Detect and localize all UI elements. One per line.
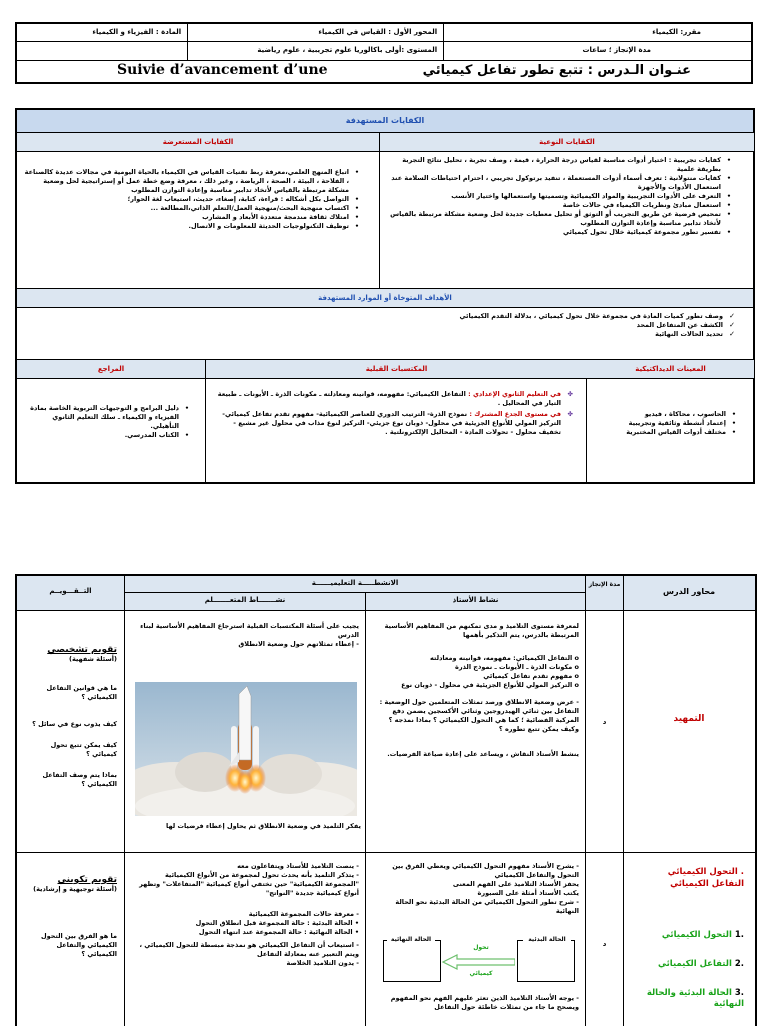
list-item: o مفهوم تقدم تفاعل كيميائي [483, 672, 579, 680]
list-item: ✓ تحديد الحالات النهائية [317, 330, 723, 339]
list-item: كيف يذوب نوع في سائل ؟ [32, 720, 117, 728]
duration-transformation: د [602, 940, 607, 948]
learner-transformation: - ينصت التلاميذ للأستاذ ويتفاعلون معه - يتذكر التلميذ بأنه يحدث تحول لمجموعة من الأنواع الكيميائية "المجموعة الكيميائية" حين تختفي أنواع كيميائية "المتفاعلات" وتظهر أنواع كيميائية جديدة "النواتج" - معرفة حالات المجموعة الكيميائية • الحالة البدئية : حالة المجموعة قبل انطلاق التحول • الحالة النهائية : حالة المجموعة عند انتهاء التحول - استيعاب أن التفاعل الكيميائي هو نمذجة مبسطة للتحول الكيميائي ، ويتم التعبير عنه بمعادلة التفاعل - يدون التلاميذ الخلاصة [133, 862, 359, 968]
eval-diagnostic-title: تقويم تشخيصي [47, 645, 117, 655]
level-cell: المستوى :أولى باكالوريا علوم تجريبية ، علوم رياضية [188, 42, 444, 61]
specific-title: الكفايات النوعية [379, 133, 754, 152]
list-item: • كفايات منتولانية : تعرف أسماء أدوات المستعملة ، تنفيد برتوكول تجريبي ، احترام احتياطات السلامة عند استعمال الأدوات والأجهزة [385, 174, 721, 192]
axis-items [629, 930, 744, 1010]
refs-title: المراجع [17, 360, 205, 379]
learner-intro: يجيب على أسئلة المكتسبات القبلية استرجاع المفاهيم الأساسية لبناء الدرس - إعطاء تمثلاتهم حول وضعية الانطلاق [140, 622, 359, 648]
list-item: • استعمال مبادئ ونظريات الكيمياء في حالات خاصة [385, 201, 721, 210]
list-item: • تمحيص فرضية عن طريق التجريب أو التوثق أو تحليل معطيات جديدة لحل وضعية مشكلة مرتبطة بالقياس لأتخاذ تدابير مناسبة وإعادة التوازن المطلوب [385, 210, 721, 228]
transversal-title: الكفايات المستعرضة [17, 133, 379, 152]
initial-state-label: الحالة البدئية [523, 936, 571, 944]
prior-title: المكتسبات القبلية [205, 360, 587, 379]
list-item: • كفايات تجريبية : اختيار أدوات مناسبة لقياس درجة الحرارة ، قيمة ، وصف تجربة ، تحليل نتائج التجربة بطريقة علمية [385, 156, 721, 174]
list-item: • إعتماد أنشطة وثائقية وتجريبية [595, 419, 726, 428]
list-item: ✓ الكشف عن المتفاعل المحد [317, 321, 723, 330]
eval-formative-title: تقويم تكويني [57, 875, 117, 885]
axis-transformation: . التحول الكيميائي التفاعل الكيميائي [667, 867, 744, 889]
eval-header: التــقـــويــم [49, 587, 92, 595]
list-item: • اكتساب منهجية البحث/منهجية العمل/التعلم الذاتي،المطالعة ... [23, 204, 349, 213]
state-diagram [379, 936, 579, 988]
teacher-reminders [373, 654, 579, 690]
axis-intro: التمهيد [673, 714, 705, 724]
list-item: • الحالة البدئية : حالة المجموعة قبل انطلاق التحول [195, 919, 359, 927]
competencies-title: الكفايات المستهدفة [17, 110, 753, 133]
rocket-launch-image [135, 682, 357, 816]
list-item: • تفسير تطور مجموعة كيميائية خلال تحول كيميائي [385, 228, 721, 237]
arrow-label-top: تحول [473, 944, 489, 951]
lesson-table [15, 574, 757, 1026]
course-cell: مقرر: الكيمياء [444, 23, 752, 42]
list-item: • الكتاب المدرسي. [23, 431, 179, 440]
lesson-title-ar: عنـوان الـدرس : تتبع تطور تفاعل كيميائي [422, 62, 691, 78]
eval-intro: تقويم تشخيصي (أسئلة شفهية) ما هي قوانين التفاعل الكيميائي ؟ كيف يذوب نوع في سائل ؟ كيف يمكن تتبع تحول كيميائي ؟ بماذا يتم وصف التفاعل الكيميائي ؟ [25, 646, 117, 789]
didactic-list [595, 410, 740, 437]
didactic-title: المعينات الديداكتيكية [586, 360, 754, 379]
prior-knowledge [213, 390, 573, 437]
list-item: o مكونات الذرة ـ الأيونات ـ نموذج الذرة [455, 663, 579, 671]
prior-secondary: ✤ في التعليم الثانوي الإعدادي : التفاعل الكيميائي: مفهومه، قوانينه ومعادلته ـ مكونات الذرة ـ الأيونات ـ طبيعة التيار في المحاليل . [217, 390, 573, 407]
references-list [23, 404, 193, 440]
list-item: .1 التحول الكيميائي [661, 930, 744, 940]
learner-think: يفكر التلميذ في وضعية الانطلاق ثم يحاول إعطاء فرضيات لها [166, 822, 361, 830]
duration-header: مدة الإنجاز [588, 581, 621, 588]
competencies-block [15, 108, 755, 484]
duration-intro: د [602, 718, 607, 726]
arrow-label-bottom: كيميائي [469, 970, 493, 977]
activities-header: الانشطـــــة التعليميــــــة [311, 579, 399, 587]
list-item: • التواصل بكل أشكاله : قراءة، كتابة، إصغاء، حديث، استيعاب لغة الحوار؛ [23, 195, 349, 204]
teacher-intro: لمعرفة مستوى التلاميذ و مدى تمكنهم من المفاهيم الأساسية المرتبطة بالدرس، يتم التذكير بأهمها o التفاعل الكيميائي: مفهومه، قوانينه ومعادلته o مكونات الذرة ـ الأيونات ـ نموذج الذرة o مفهوم تقدم تفاعل كيميائي o التركيز المولي للأنواع الجزيئية في محلول - ذوبان نوع - عرض وضعية الانطلاق ورصد تمثلات المتعلمين حول الوضعية : التفاعل بين ثنائي الهيدروجين وثنائي الأكسجين يضمن دفع المركبة الفضائية ؛ كما هي التحول الكيميائي ؟ بماذا نمذجه ؟ وكيف يمكن تتبع تطوره ؟ ينشط الأستاذ النقاش ، ويساعد على إعادة صياغة الفرضيات. [373, 622, 579, 759]
axis-cell: المحور الأول : القياس في الكيمياء [188, 23, 444, 42]
objectives-title: الأهداف المتوخاة أو الموارد المستهدفة [17, 288, 753, 308]
list-item: ✓ وصف تطور كميات المادة في مجموعة خلال تحول كيميائي ، بدلالة التقدم الكيميائي [317, 312, 723, 321]
duration-cell: مدة الإنجاز ؛ ساعات [444, 42, 752, 61]
final-state-label: الحالة النهائية [387, 936, 435, 944]
list-item: • امتلاك ثقافة مندمجة متعددة الأبعاد و المشارب [23, 213, 349, 222]
transformation-arrow-icon [441, 954, 515, 970]
list-item: • الحاسوب ، محاكاة ، فيديو [595, 410, 726, 419]
teacher-correction: - يوجه الأستاذ التلاميذ الذين تعثر عليهم الفهم نحو المفهوم ويصحح ما جاء من تمثلات خاطئة حول التفاعل [390, 994, 579, 1011]
list-item: .2 التفاعل الكيميائي [657, 959, 744, 969]
transversal-list [23, 168, 363, 231]
list-item: • توظيف التكنولوجيات الحديثة للمعلومات و الاتصال. [23, 222, 349, 231]
header-table [15, 22, 753, 84]
list-item: ما هو الفرق بين التحول الكيميائي والتفاعل الكيميائي ؟ [41, 932, 117, 958]
list-item: • اتباع المنهج العلمي،معرفة ربط تقنيات القياس في الكيمياء بالحياة اليومية في مجالات عديدة كالصناعة ، الفلاحة ، البيئة ، الصحة ، الرياضة ، وغير ذلك ، معرفة وضع خطة عمل أو إستراتيجية لحل وضعية مشكلة مرتبطة بالقياس لأتخاذ تدابير مناسبة وإعادة التوازن المطلوب [23, 168, 349, 195]
list-item: o التفاعل الكيميائي: مفهومه، قوانينه ومعادلته [430, 654, 579, 662]
list-item: • التعرف على الأدوات التجريبية والمواد الكيميائية وتسميتها واستعمالها واختيار الأنسب [385, 192, 721, 201]
list-item: • دليل البرامج و التوجيهات التربوية الخاصة بمادة الفيزياء و الكيمياء ـ سلك التعليم الثانوي التأهيلي. [23, 404, 179, 431]
specific-list [385, 156, 735, 237]
title-row [16, 60, 752, 83]
list-item: o التركيز المولي للأنواع الجزيئية في محلول - ذوبان نوع [401, 681, 579, 689]
subject-cell: المادة : الفيزياء و الكيمياء [16, 23, 188, 42]
axes-header: محاور الدرس [662, 587, 716, 596]
list-item: .3 الحالة البدئية والحالة النهائية [646, 988, 744, 1009]
objectives-list [317, 312, 737, 339]
teacher-header: نشاط الأستاذ [452, 596, 499, 604]
teacher-transformation: - يشرح الأستاذ مفهوم التحول الكيميائي ويعطي الفرق بين التحول والتفاعل الكيميائي يحفز الأستاذ التلاميذ على الفهم المعنى يكتب الأستاذ أمثلة على السبورة - شرح تطور التحول الكيميائي من الحالة البدئية نحو الحالة النهائية [392, 862, 579, 915]
lesson-title-fr: Suivie d’avancement d’une [117, 61, 328, 78]
learner-header: نشـــــــاط المتعـــــــلم [204, 596, 286, 604]
list-item: بماذا يتم وصف التفاعل الكيميائي ؟ [42, 771, 117, 788]
list-item: • الحالة النهائية : حالة المجموعة عند انتهاء التحول [198, 928, 359, 936]
eval-formative: تقويم تكويني (أسئلة توجيهية و إرشادية) ما هو الفرق بين التحول الكيميائي والتفاعل الكيميائي ؟ [25, 876, 117, 959]
list-item: • مختلف أدوات القياس المختبرية [595, 428, 726, 437]
list-item: كيف يمكن تتبع تحول كيميائي ؟ [50, 741, 117, 758]
list-item: ما هي قوانين التفاعل الكيميائي ؟ [46, 684, 117, 701]
prior-common: ✤ في مستوى الجدع المشترك : نموذج الذرة- الترتيب الدوري للعناصر الكيميائية- مفهوم تقدم تفاعل كيميائي- التركيز المولي للأنواع الجزيئية في محلول- ذوبان نوع جزيئي- التركيز لنوع مذاب في محلول غير مشبع - تخفيف محلول - تحولات المادة - المحاليل الإلكترونلتية . [222, 410, 573, 436]
